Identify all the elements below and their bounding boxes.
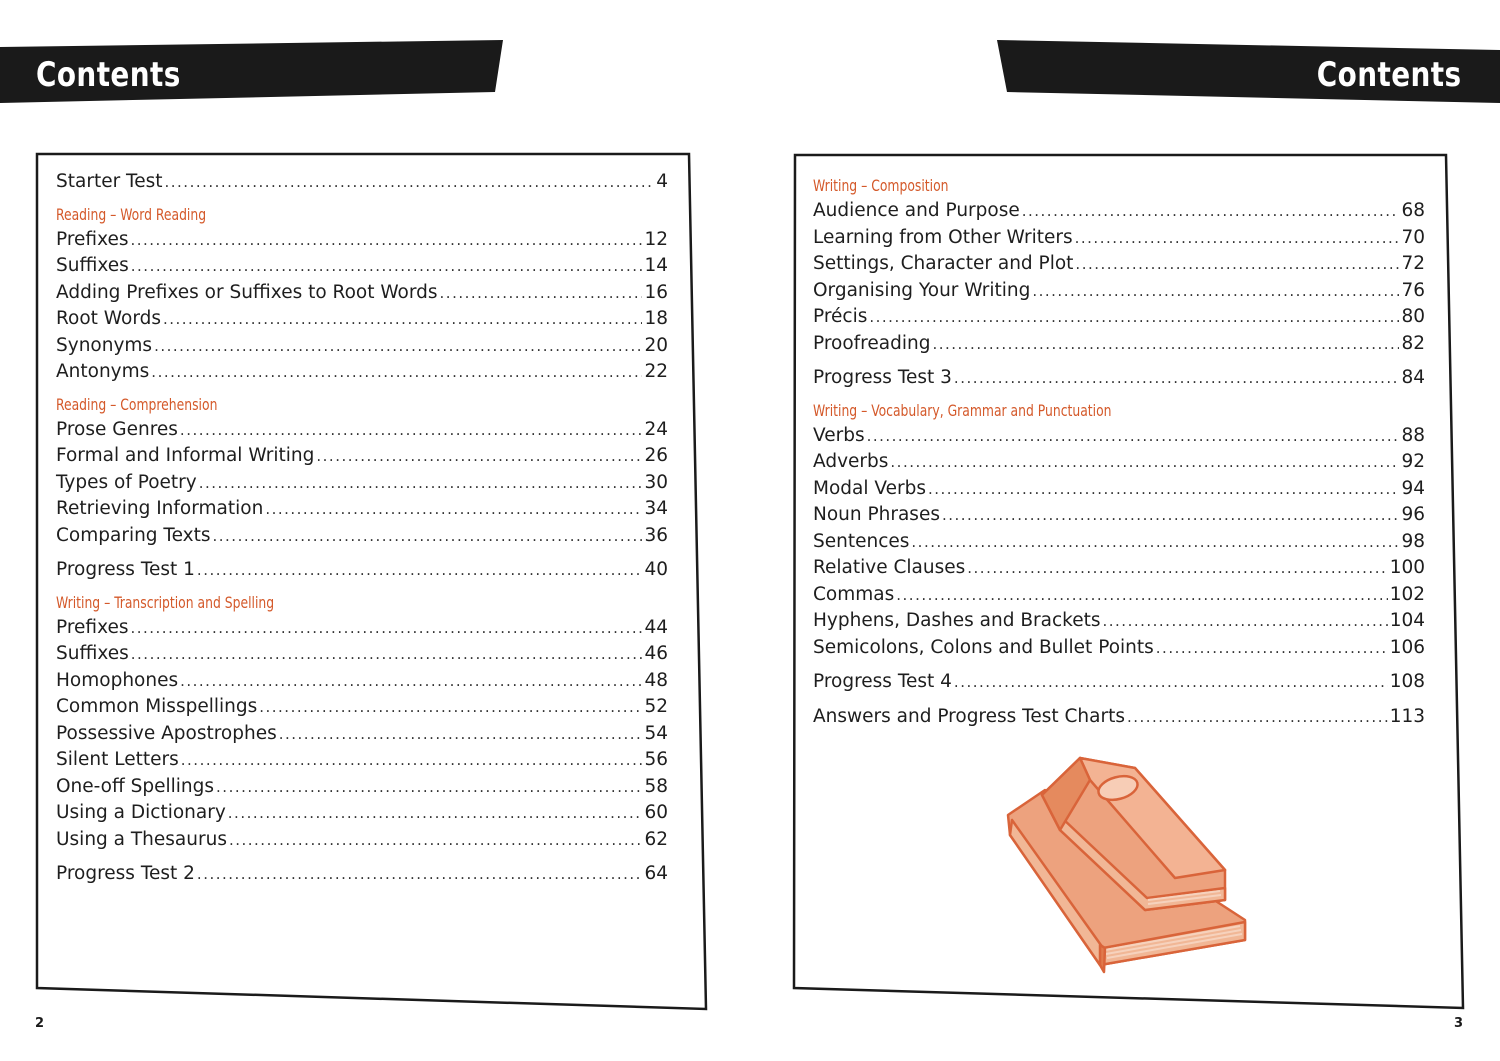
entry-page-number: 30 [644,471,668,493]
entry-page-number: 58 [644,775,668,797]
dot-leader [265,496,642,523]
dot-leader [279,721,643,748]
dot-leader [163,306,642,333]
entry-label: Précis [813,306,868,327]
toc-entry [813,582,1425,609]
entry-label: Progress Test 1 [56,559,195,580]
entry-label: Modal Verbs [813,477,926,499]
dot-leader [1075,225,1400,252]
entry-label: Semicolons, Colons and Bullet Points [813,636,1154,658]
toc-entry [56,694,668,721]
dot-leader [1022,198,1400,225]
dot-leader [890,449,1399,476]
dot-leader [197,861,643,888]
entry-label: Prefixes [56,228,129,250]
toc-entry [56,280,668,307]
entry-label: Common Misspellings [56,696,258,717]
toc-entry [56,774,668,801]
dot-leader [954,669,1388,696]
dot-leader [181,747,643,774]
entry-page-number: 68 [1401,200,1425,221]
dot-leader [130,615,642,642]
entry-page-number: 106 [1389,636,1425,658]
entry-page-number: 113 [1389,705,1425,727]
entry-page-number: 76 [1401,279,1425,301]
toc-entry [813,449,1425,476]
toc-section [813,398,1425,662]
toc-entry [56,557,668,584]
toc-entry [56,443,668,470]
toc-entry [813,423,1425,450]
entry-page-number: 96 [1401,504,1425,525]
entry-page-number: 108 [1389,671,1425,692]
toc-entry [56,827,668,854]
entry-page-number: 84 [1401,367,1425,388]
toc-entry [56,253,668,280]
entry-label: One-off Spellings [56,775,215,797]
entry-label: Proofreading [813,332,931,354]
dot-leader [867,423,1400,450]
dot-leader [1075,251,1399,278]
section-heading: Reading – Comprehension [56,394,218,414]
entry-page-number: 46 [644,643,668,664]
dot-leader [130,227,642,254]
entry-label: Using a Thesaurus [56,828,227,850]
toc-entry [813,502,1425,529]
entry-page-number: 14 [644,255,668,276]
toc-section [56,392,668,550]
toc-entry [56,359,668,386]
entry-page-number: 36 [644,524,668,546]
entry-label: Synonyms [56,334,153,356]
entry-page-number: 22 [644,361,668,382]
dot-leader [228,800,643,827]
dot-leader [932,331,1399,358]
dot-leader [199,470,643,497]
left-table-of-contents [56,169,668,888]
entry-label: Sentences [813,530,910,552]
dot-leader [440,280,643,307]
entry-label: Organising Your Writing [813,279,1031,301]
toc-entry [56,747,668,774]
entry-page-number: 72 [1401,253,1425,274]
dot-leader [213,523,643,550]
entry-label: Suffixes [56,255,129,276]
right-page-number: 3 [1453,1016,1463,1031]
entry-label: Progress Test 2 [56,863,195,884]
toc-entry [813,669,1425,696]
entry-page-number: 100 [1389,557,1425,578]
entry-label: Prefixes [56,616,129,638]
toc-entry [813,608,1425,635]
dot-leader [942,502,1399,529]
entry-label: Retrieving Information [56,498,264,519]
entry-label: Possessive Apostrophes [56,722,277,744]
entry-page-number: 62 [644,828,668,850]
entry-page-number: 4 [656,171,668,192]
section-heading: Reading – Word Reading [56,204,207,224]
entry-label: Adverbs [813,451,889,472]
dot-leader [131,641,643,668]
entry-label: Audience and Purpose [813,200,1020,221]
entry-label: Verbs [813,424,865,446]
entry-label: Progress Test 4 [813,671,952,692]
entry-page-number: 82 [1401,332,1425,354]
dot-leader [316,443,642,470]
entry-label: Suffixes [56,643,129,664]
toc-entry [56,721,668,748]
left-page-number: 2 [35,1016,45,1031]
dot-leader [869,304,1399,331]
entry-page-number: 48 [644,669,668,691]
dot-leader [1032,278,1399,305]
toc-entry [56,417,668,444]
toc-section [56,202,668,386]
section-heading: Writing – Vocabulary, Grammar and Punctuation [813,400,1112,420]
toc-section [813,173,1425,357]
toc-entry [56,523,668,550]
entry-page-number: 60 [644,802,668,823]
right-table-of-contents [813,173,1425,730]
entry-label: Hyphens, Dashes and Brackets [813,610,1101,631]
entry-page-number: 102 [1389,583,1425,605]
toc-entry [56,306,668,333]
entry-label: Commas [813,583,895,605]
entry-page-number: 44 [644,616,668,638]
toc-entry [813,704,1425,731]
dot-leader [1156,635,1388,662]
dot-leader [180,417,643,444]
toc-entry [56,470,668,497]
entry-page-number: 12 [644,228,668,250]
dot-leader [1103,608,1388,635]
dot-leader [180,668,642,695]
toc-entry [813,529,1425,556]
entry-page-number: 56 [644,749,668,770]
dot-leader [1127,704,1388,731]
dot-leader [911,529,1399,556]
entry-label: Using a Dictionary [56,802,226,823]
entry-label: Comparing Texts [56,524,211,546]
toc-section [56,590,668,854]
right-page-title: Contents [1317,55,1462,95]
dot-leader [259,694,642,721]
entry-label: Antonyms [56,361,150,382]
dot-leader [197,557,643,584]
entry-page-number: 54 [644,722,668,744]
entry-page-number: 98 [1401,530,1425,552]
entry-label: Prose Genres [56,418,178,440]
toc-entry [813,635,1425,662]
toc-entry [813,365,1425,392]
toc-entry [813,476,1425,503]
dot-leader [229,827,642,854]
entry-page-number: 40 [644,559,668,580]
toc-entry [813,304,1425,331]
dot-leader [967,555,1387,582]
entry-label: Relative Clauses [813,557,966,578]
toc-entry [56,333,668,360]
toc-entry [813,198,1425,225]
entry-page-number: 20 [644,334,668,356]
entry-page-number: 92 [1401,451,1425,472]
entry-page-number: 104 [1389,610,1425,631]
dot-leader [154,333,642,360]
left-page-title: Contents [36,55,181,95]
entry-label: Formal and Informal Writing [56,445,315,466]
entry-page-number: 16 [644,281,668,303]
entry-label: Silent Letters [56,749,179,770]
entry-label: Adding Prefixes or Suffixes to Root Words [56,281,438,303]
entry-label: Starter Test [56,171,163,192]
entry-page-number: 94 [1401,477,1425,499]
toc-entry [813,331,1425,358]
dot-leader [928,476,1399,503]
section-heading: Writing – Composition [813,176,949,195]
toc-entry [56,861,668,888]
entry-label: Settings, Character and Plot [813,253,1074,274]
toc-entry [813,555,1425,582]
toc-entry [56,800,668,827]
toc-entry [56,615,668,642]
entry-page-number: 52 [644,696,668,717]
entry-page-number: 34 [644,498,668,519]
entry-label: Homophones [56,669,179,691]
toc-entry [56,169,668,196]
entry-label: Noun Phrases [813,504,940,525]
books-icon [1000,750,1255,975]
toc-entry [813,225,1425,252]
entry-page-number: 18 [644,308,668,329]
entry-page-number: 24 [644,418,668,440]
dot-leader [216,774,642,801]
entry-label: Types of Poetry [56,471,197,493]
entry-label: Learning from Other Writers [813,226,1073,248]
toc-entry [813,278,1425,305]
entry-page-number: 64 [644,863,668,884]
toc-entry [56,668,668,695]
toc-entry [56,227,668,254]
entry-label: Progress Test 3 [813,367,952,388]
entry-page-number: 70 [1401,226,1425,248]
toc-entry [813,251,1425,278]
dot-leader [954,365,1400,392]
section-heading: Writing – Transcription and Spelling [56,592,275,612]
entry-page-number: 80 [1401,306,1425,327]
dot-leader [896,582,1387,609]
dot-leader [151,359,642,386]
dot-leader [165,169,655,196]
entry-label: Answers and Progress Test Charts [813,705,1125,727]
entry-label: Root Words [56,308,161,329]
entry-page-number: 26 [644,445,668,466]
dot-leader [131,253,643,280]
toc-entry [56,641,668,668]
entry-page-number: 88 [1401,424,1425,446]
toc-entry [56,496,668,523]
